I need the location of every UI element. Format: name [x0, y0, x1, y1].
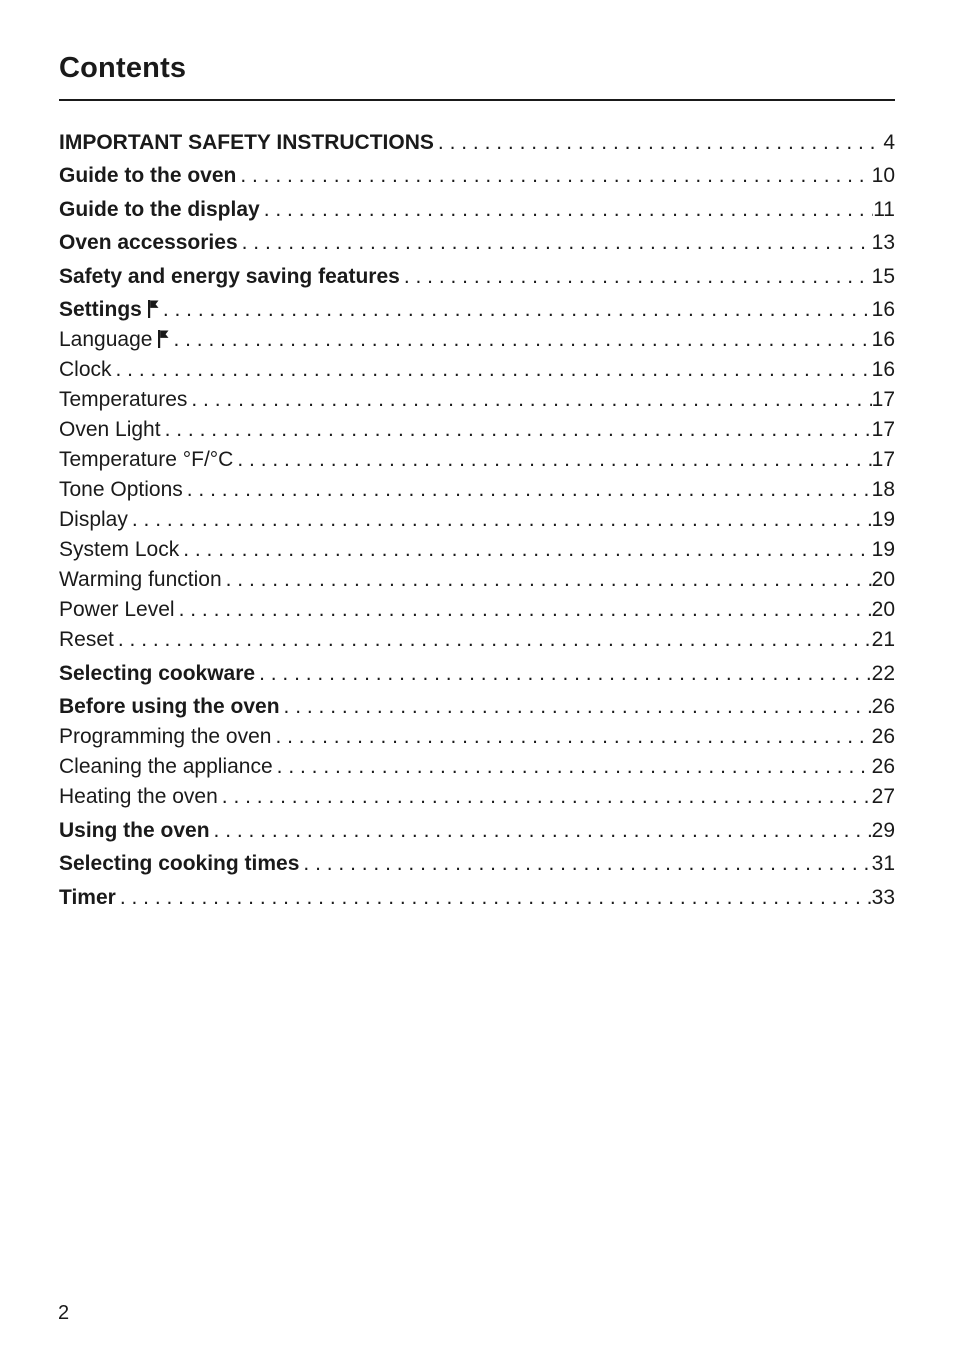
- toc-entry-label-text: System Lock: [59, 538, 180, 561]
- page-number: 2: [58, 1302, 70, 1324]
- dot-leader: [159, 295, 872, 325]
- dot-leader: [161, 415, 872, 445]
- dot-leader: [233, 445, 871, 475]
- toc-entry-label: [59, 295, 159, 325]
- toc-entry-label-text: Guide to the oven: [59, 164, 237, 187]
- toc-entry[interactable]: [59, 692, 895, 722]
- dot-leader: [187, 385, 871, 415]
- toc-entry[interactable]: [59, 722, 895, 752]
- toc-entry-page: 19: [871, 538, 895, 561]
- toc-entry-label: [59, 355, 112, 385]
- toc-entry[interactable]: [59, 128, 895, 158]
- toc-entry[interactable]: [59, 595, 895, 625]
- toc-entry-label-text: Guide to the display: [59, 197, 260, 221]
- toc-entry-label-text: Selecting cookware: [59, 661, 256, 685]
- toc-entry-page: 31: [871, 852, 895, 875]
- toc-entry-label: [59, 816, 210, 846]
- toc-entry-label-text: Power Level: [59, 598, 175, 621]
- toc-entry[interactable]: [59, 262, 895, 292]
- dot-leader: [175, 595, 872, 625]
- toc-entry-page: 20: [871, 598, 895, 621]
- toc-entry-label-text: Before using the oven: [59, 695, 280, 718]
- dot-leader: [400, 262, 872, 292]
- toc-entry-label-text: Selecting cooking times: [59, 852, 300, 875]
- page-title: Contents: [59, 52, 187, 84]
- toc-entry[interactable]: [59, 816, 895, 846]
- toc-entry-label: [59, 262, 400, 292]
- toc-entry-label-text: Oven accessories: [59, 231, 238, 254]
- toc-entry-page: 19: [871, 508, 895, 531]
- toc-entry-label: [59, 625, 114, 655]
- toc-entry-label: [59, 195, 260, 225]
- toc-entry-label-text: Oven Light: [59, 418, 161, 441]
- toc-entry-label: [59, 692, 280, 722]
- dot-leader: [273, 752, 872, 782]
- toc-entry[interactable]: [59, 228, 895, 258]
- toc-entry[interactable]: [59, 505, 895, 535]
- toc-entry[interactable]: [59, 752, 895, 782]
- toc-entry-page: 4: [883, 130, 895, 154]
- toc-entry-label: [59, 475, 183, 505]
- toc-entry-page: 21: [871, 628, 895, 651]
- toc-entry-page: 29: [871, 818, 895, 842]
- toc-entry[interactable]: [59, 883, 895, 913]
- toc-entry-label: [59, 595, 175, 625]
- toc-entry-page: 16: [871, 358, 895, 381]
- toc-entry-page: 22: [871, 661, 895, 685]
- toc-entry-page: 17: [871, 448, 895, 471]
- toc-entry-page: 11: [873, 197, 895, 221]
- toc-entry-label: [59, 161, 236, 191]
- toc-entry[interactable]: [59, 445, 895, 475]
- dot-leader: [128, 505, 872, 535]
- toc-entry[interactable]: [59, 565, 895, 595]
- dot-leader: [116, 883, 872, 913]
- toc-entry-page: 16: [871, 298, 895, 321]
- title-divider: [59, 99, 895, 101]
- dot-leader: [183, 475, 872, 505]
- toc-entry-label: [59, 752, 273, 782]
- toc-entry-label: [59, 565, 222, 595]
- toc-entry-label: [59, 228, 238, 258]
- dot-leader: [280, 692, 872, 722]
- toc-entry-label: [59, 849, 299, 879]
- dot-leader: [218, 782, 872, 812]
- toc-entry-page: 13: [871, 231, 895, 254]
- toc-entry-label-text: Tone Options: [59, 478, 183, 501]
- toc-entry-page: 16: [871, 328, 895, 351]
- dot-leader: [112, 355, 872, 385]
- toc-entry[interactable]: [59, 475, 895, 505]
- toc-entry-label-text: Settings: [59, 298, 142, 321]
- dot-leader: [260, 195, 873, 225]
- dot-leader: [271, 722, 871, 752]
- toc-entry-label: [59, 659, 255, 689]
- toc-entry[interactable]: [59, 659, 895, 689]
- table-of-contents: [59, 124, 895, 913]
- toc-entry-page: 17: [871, 388, 895, 411]
- toc-entry[interactable]: [59, 782, 895, 812]
- dot-leader: [236, 161, 871, 191]
- toc-entry-page: 27: [871, 785, 895, 808]
- toc-entry-page: 17: [871, 418, 895, 441]
- toc-entry-label-text: Temperature °F/°C: [59, 448, 234, 471]
- toc-entry-page: 33: [871, 885, 895, 909]
- dot-leader: [434, 128, 883, 158]
- toc-entry-page: 18: [871, 478, 895, 501]
- toc-entry[interactable]: [59, 195, 895, 225]
- toc-entry-label: [59, 445, 233, 475]
- toc-entry-label: [59, 325, 169, 355]
- toc-entry-label-text: Safety and energy saving features: [59, 264, 400, 288]
- dot-leader: [255, 659, 872, 689]
- dot-leader: [179, 535, 871, 565]
- toc-entry-label: [59, 415, 161, 445]
- dot-leader: [169, 325, 871, 355]
- dot-leader: [238, 228, 872, 258]
- toc-entry[interactable]: [59, 625, 895, 655]
- dot-leader: [222, 565, 872, 595]
- toc-entry-page: 10: [871, 164, 895, 187]
- toc-entry-label: [59, 505, 128, 535]
- toc-entry-label-text: Warming function: [59, 568, 222, 591]
- toc-entry-label: [59, 782, 218, 812]
- dot-leader: [210, 816, 872, 846]
- toc-entry-label-text: Temperatures: [59, 388, 188, 411]
- toc-entry-label-text: Programming the oven: [59, 725, 272, 748]
- toc-entry[interactable]: [59, 355, 895, 385]
- toc-entry-label-text: Display: [59, 508, 128, 531]
- toc-entry-page: 15: [871, 264, 895, 288]
- toc-entry-page: 26: [871, 695, 895, 718]
- dot-leader: [299, 849, 871, 879]
- toc-entry-label-text: Heating the oven: [59, 785, 218, 808]
- toc-entry-label: [59, 128, 434, 158]
- toc-entry-label-text: Timer: [59, 885, 116, 909]
- toc-entry[interactable]: [59, 535, 895, 565]
- toc-entry[interactable]: [59, 415, 895, 445]
- toc-entry-label: [59, 535, 179, 565]
- toc-entry[interactable]: [59, 295, 895, 325]
- toc-entry[interactable]: [59, 325, 895, 355]
- toc-entry-label-text: Language: [59, 328, 153, 351]
- toc-entry[interactable]: [59, 385, 895, 415]
- toc-entry-page: 26: [871, 755, 895, 778]
- dot-leader: [114, 625, 872, 655]
- toc-entry-label: [59, 385, 187, 415]
- toc-entry-label: [59, 883, 116, 913]
- toc-entry-page: 26: [871, 725, 895, 748]
- toc-entry-label-text: Cleaning the appliance: [59, 755, 273, 778]
- toc-entry-label-text: Clock: [59, 358, 112, 381]
- toc-entry-label-text: Reset: [59, 628, 114, 651]
- toc-entry-label: [59, 722, 271, 752]
- flag-icon: [158, 327, 169, 345]
- toc-entry-label-text: IMPORTANT SAFETY INSTRUCTIONS: [59, 130, 434, 154]
- toc-entry-label-text: Using the oven: [59, 818, 210, 842]
- toc-entry[interactable]: [59, 849, 895, 879]
- flag-icon: [148, 297, 159, 315]
- toc-entry-page: 20: [871, 568, 895, 591]
- toc-entry[interactable]: [59, 161, 895, 191]
